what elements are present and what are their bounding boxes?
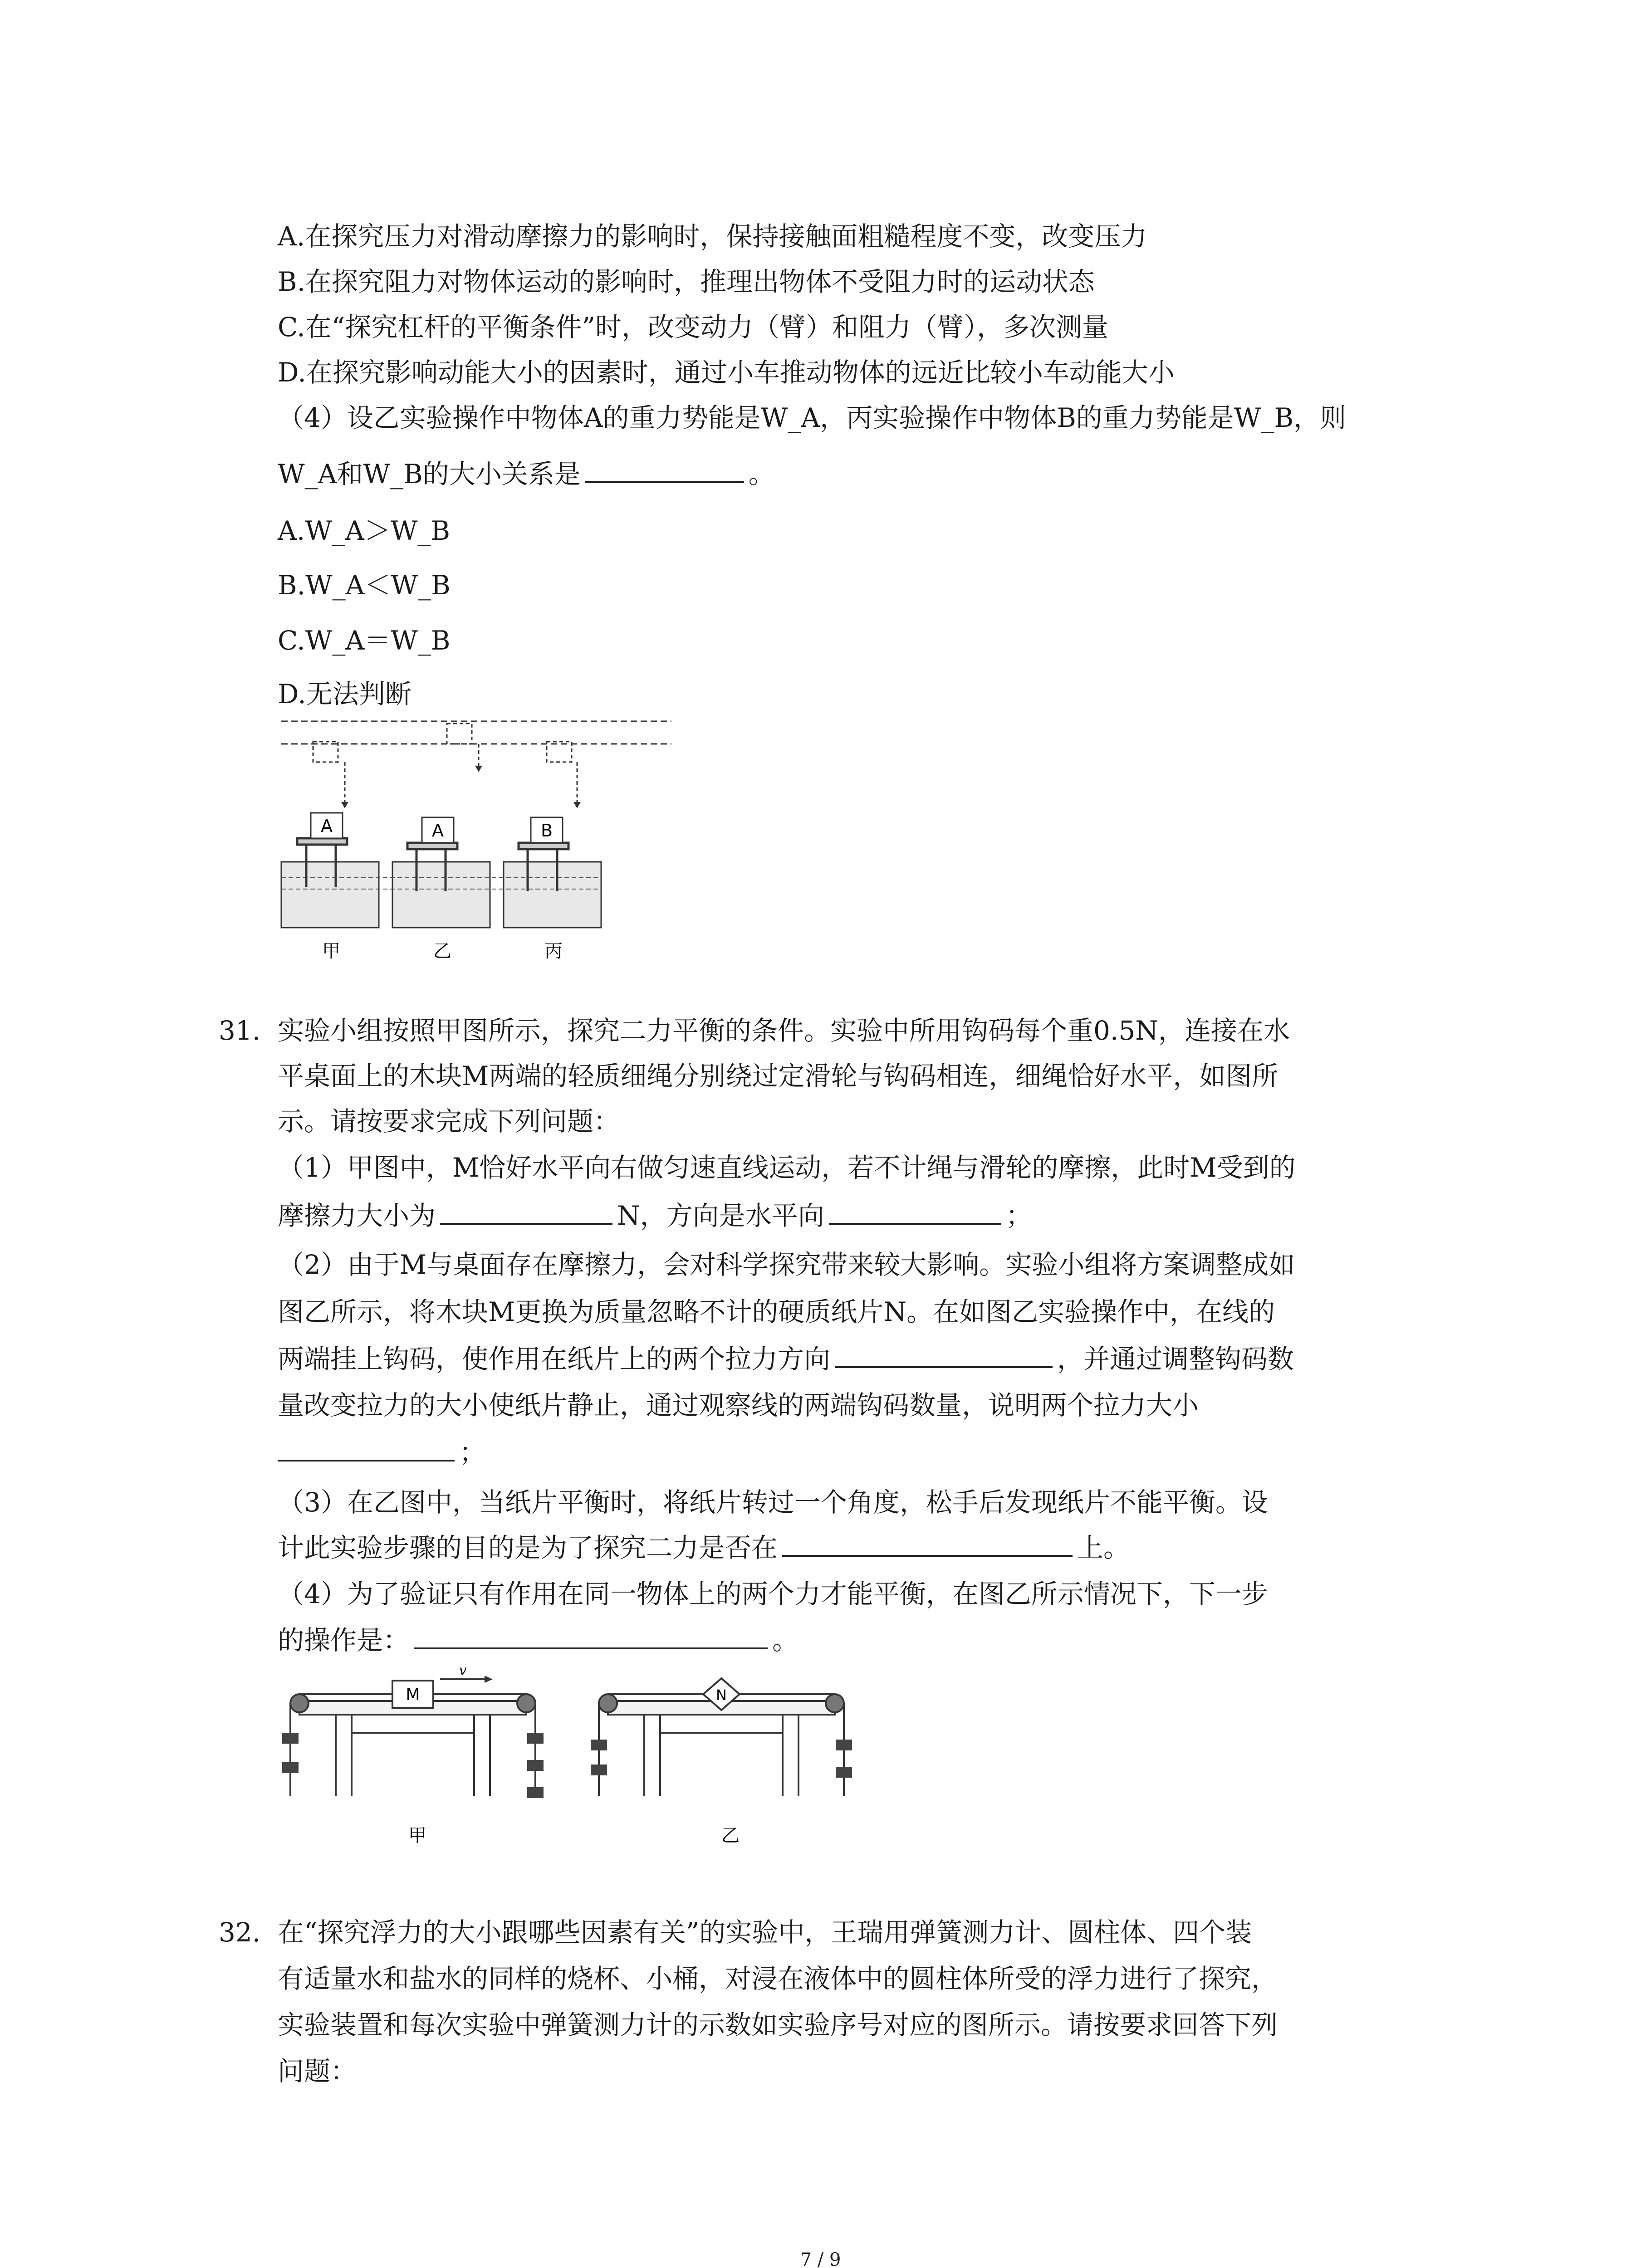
q30-choice-a: A.W_A＞W_B [278,515,451,546]
q31-p3-text-b: 上。 [1077,1532,1130,1563]
q31-p4-line1: （4）为了验证只有作用在同一物体上的两个力才能平衡，在图乙所示情况下，下一步 [278,1579,1268,1609]
q31-number: 31. [219,1015,261,1046]
figure-label-jia: 甲 [322,941,340,962]
q30-part4-line1: （4）设乙实验操作中物体A的重力势能是W_A，丙实验操作中物体B的重力势能是W_B，则 [278,402,1347,433]
q31-p3-text-a: 计此实验步骤的目的是为了探究二力是否在 [278,1532,778,1563]
block-label-a1: A [321,816,333,836]
answer-blank[interactable] [414,1624,768,1649]
answer-blank[interactable] [440,1199,612,1225]
q31-p2-line1: （2）由于M与桌面存在摩擦力，会对科学探究带来较大影响。实验小组将方案调整成如 [278,1249,1295,1280]
velocity-label: v [459,1662,467,1678]
block-label-b: B [540,821,553,841]
q30-choice-b: B.W_A＜W_B [278,570,451,601]
q30-figure [272,712,681,975]
q32-line1: 在“探究浮力的大小跟哪些因素有关”的实验中，王瑞用弹簧测力计、圆柱体、四个装 [278,1917,1252,1948]
block-label-a2: A [432,821,444,841]
q31-figure [272,1660,907,1860]
q31-p2-text-b: ，并通过调整钩码数 [1057,1344,1294,1374]
figure-label-yi: 乙 [433,941,451,962]
q32-line2: 有适量水和盐水的同样的烧杯、小桶，对浸在液体中的圆柱体所受的浮力进行了探究， [278,1963,1278,1994]
q31-p1-text-b: N，方向是水平向 [617,1200,824,1231]
figure-label-jia: 甲 [408,1825,426,1846]
block-label-n: N [716,1686,727,1704]
answer-blank[interactable] [278,1436,455,1461]
q31-p2-line3 [278,1341,1294,1377]
answer-blank[interactable] [835,1343,1053,1368]
q31-p3-line1: （3）在乙图中，当纸片平衡时，将纸片转过一个角度，松手后发现纸片不能平衡。设 [278,1487,1268,1518]
q31-p4-line2 [278,1622,798,1658]
q30-option-d: D.在探究影响动能大小的因素时，通过小车推动物体的远近比较小车动能大小 [278,357,1175,388]
block-label-m: M [406,1686,420,1704]
q30-part4-line2-end: 。 [748,459,775,489]
q31-p4-text-a: 的操作是： [278,1625,410,1656]
q31-p2-line5 [278,1434,485,1471]
q31-line2: 平桌面上的木块M两端的轻质细绳分别绕过定滑轮与钩码相连，细绳恰好水平，如图所 [278,1061,1279,1091]
q31-p2-line4: 量改变拉力的大小使纸片静止，通过观察线的两端钩码数量，说明两个拉力大小 [278,1390,1199,1421]
q32-line3: 实验装置和每次实验中弹簧测力计的示数如实验序号对应的图所示。请按要求回答下列 [278,2009,1278,2040]
q31-p4-text-b: 。 [772,1625,799,1656]
q30-option-a: A.在探究压力对滑动摩擦力的影响时，保持接触面粗糙程度不变，改变压力 [278,221,1147,252]
q31-p2-text-end: ； [459,1437,486,1468]
q31-p1-line2 [278,1198,1032,1234]
answer-blank[interactable] [829,1199,1001,1225]
q30-option-b: B.在探究阻力对物体运动的影响时，推理出物体不受阻力时的运动状态 [278,266,1095,297]
answer-blank[interactable] [585,458,744,483]
q30-option-c: C.在“探究杠杆的平衡条件”时，改变动力（臂）和阻力（臂），多次测量 [278,312,1109,342]
q31-p1-line1: （1）甲图中，M恰好水平向右做匀速直线运动，若不计绳与滑轮的摩擦，此时M受到的 [278,1152,1296,1183]
q32-number: 32. [219,1917,261,1948]
q31-p2-line2: 图乙所示，将木块M更换为质量忽略不计的硬质纸片N。在如图乙实验操作中，在线的 [278,1296,1275,1327]
answer-blank[interactable] [782,1531,1073,1557]
q31-p3-line2 [278,1530,1130,1566]
q30-choice-c: C.W_A＝W_B [278,625,451,656]
q30-part4-line2-text: W_A和W_B的大小关系是 [278,459,581,489]
q31-p1-text-a: 摩擦力大小为 [278,1200,436,1231]
q31-line3: 示。请按要求完成下列问题： [278,1106,620,1137]
q30-part4-line2 [278,456,775,492]
figure-label-yi: 乙 [721,1825,740,1846]
q30-choice-d: D.无法判断 [278,679,411,709]
q32-line4: 问题： [278,2056,357,2087]
page-number: 7 / 9 [800,2249,841,2268]
q31-line1: 实验小组按照甲图所示，探究二力平衡的条件。实验中所用钩码每个重0.5N，连接在水 [278,1015,1290,1046]
q31-p2-text-a: 两端挂上钩码，使作用在纸片上的两个拉力方向 [278,1344,831,1374]
figure-label-bing: 丙 [544,941,563,962]
q31-p1-text-c: ； [1005,1200,1032,1231]
